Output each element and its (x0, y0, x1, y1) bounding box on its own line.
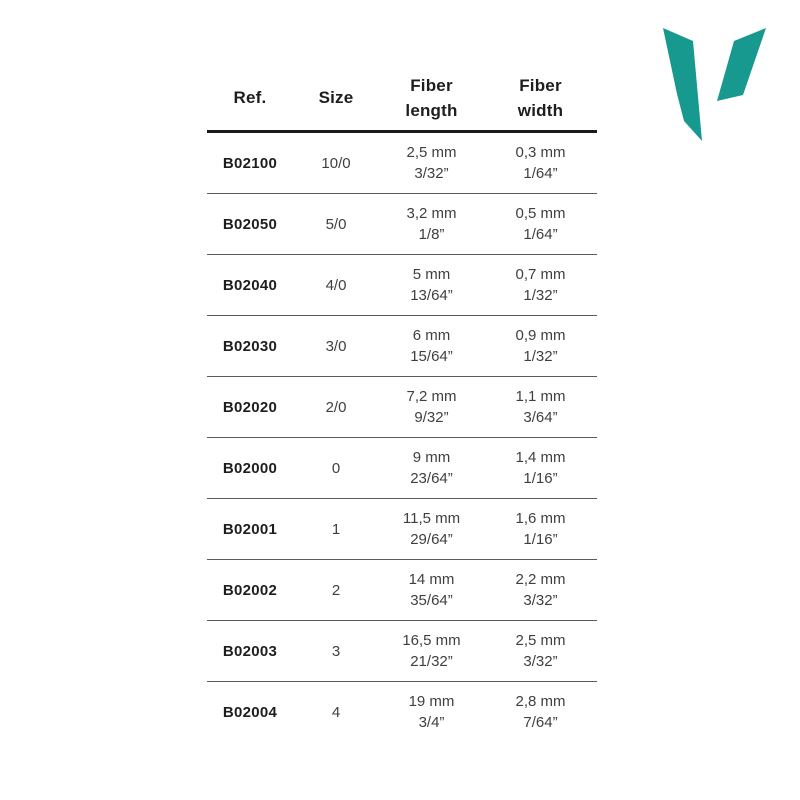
fiber-length-cell (379, 132, 484, 194)
size-cell: 1 (293, 499, 379, 560)
table-row (207, 194, 597, 255)
ref-cell: B02002 (207, 560, 293, 621)
fiber-width-cell (484, 132, 597, 194)
width-inch: 7/64” (523, 714, 558, 731)
header-line: Fiber (519, 75, 562, 95)
length-mm: 11,5 mm (402, 510, 461, 527)
fiber-length-cell (379, 438, 484, 499)
fiber-width-cell (484, 499, 597, 560)
fiber-width-cell (484, 255, 597, 316)
width-mm: 1,1 mm (515, 388, 566, 405)
ref-cell: B02100 (207, 132, 293, 194)
width-inch: 3/64” (523, 409, 558, 426)
size-cell: 0 (293, 438, 379, 499)
length-inch: 21/32” (410, 653, 453, 670)
length-inch: 15/64” (410, 348, 453, 365)
size-cell: 10/0 (293, 132, 379, 194)
col-header-fiber-length (379, 65, 484, 132)
length-mm: 14 mm (408, 571, 455, 588)
ref-cell: B02001 (207, 499, 293, 560)
header-line: width (517, 100, 564, 120)
col-header-size: Size (293, 65, 379, 132)
length-inch: 9/32” (414, 409, 449, 426)
v-logo-right-stroke (717, 28, 766, 101)
fiber-length-cell (379, 560, 484, 621)
length-inch: 29/64” (410, 531, 453, 548)
width-mm: 0,7 mm (515, 266, 566, 283)
width-inch: 1/32” (523, 287, 558, 304)
size-cell: 3 (293, 621, 379, 682)
table-header-row (207, 65, 597, 132)
table-row (207, 682, 597, 743)
length-inch: 3/32” (414, 165, 449, 182)
table-row (207, 499, 597, 560)
length-mm: 5 mm (412, 266, 451, 283)
table-row (207, 438, 597, 499)
fiber-length-cell (379, 316, 484, 377)
ref-cell: B02000 (207, 438, 293, 499)
size-cell: 4 (331, 703, 341, 721)
fiber-width-cell (484, 438, 597, 499)
width-mm: 2,5 mm (515, 632, 566, 649)
table-row (207, 560, 597, 621)
table-row (207, 377, 597, 438)
width-inch: 3/32” (523, 592, 558, 609)
fiber-spec-table (207, 65, 597, 742)
col-header-fiber-width (484, 65, 597, 132)
width-inch: 1/16” (523, 531, 558, 548)
width-mm: 2,2 mm (515, 571, 566, 588)
ref-cell: B02004 (222, 703, 278, 721)
length-inch: 3/4” (418, 714, 445, 731)
v-logo-left-stroke (663, 28, 702, 141)
brand-logo (658, 24, 770, 144)
fiber-width-cell (484, 621, 597, 682)
table-row (207, 132, 597, 194)
fiber-length-cell (379, 499, 484, 560)
table-row (207, 621, 597, 682)
width-inch: 1/16” (523, 470, 558, 487)
fiber-width-cell (484, 377, 597, 438)
fiber-length-cell (379, 682, 484, 743)
length-inch: 13/64” (410, 287, 453, 304)
length-inch: 23/64” (410, 470, 453, 487)
table-row (207, 255, 597, 316)
size-cell: 4/0 (293, 255, 379, 316)
ref-cell: B02030 (207, 316, 293, 377)
length-mm: 9 mm (412, 449, 451, 466)
table-row (207, 316, 597, 377)
width-mm: 1,6 mm (515, 510, 566, 527)
length-inch: 1/8” (418, 226, 445, 243)
width-inch: 3/32” (523, 653, 558, 670)
fiber-length-cell (379, 621, 484, 682)
size-cell: 3/0 (293, 316, 379, 377)
size-cell: 5/0 (293, 194, 379, 255)
fiber-width-cell (484, 560, 597, 621)
col-header-ref: Ref. (207, 65, 293, 132)
width-mm: 2,8 mm (515, 693, 566, 710)
length-mm: 6 mm (412, 327, 451, 344)
fiber-width-cell (484, 682, 597, 743)
length-inch: 35/64” (410, 592, 453, 609)
width-mm: 0,9 mm (515, 327, 566, 344)
width-inch: 1/64” (523, 226, 558, 243)
fiber-length-cell (379, 194, 484, 255)
header-line: Fiber (410, 75, 453, 95)
ref-cell: B02050 (207, 194, 293, 255)
ref-cell: B02003 (207, 621, 293, 682)
width-inch: 1/64” (523, 165, 558, 182)
fiber-length-cell (379, 377, 484, 438)
ref-cell: B02040 (207, 255, 293, 316)
fiber-width-cell (484, 316, 597, 377)
length-mm: 16,5 mm (402, 632, 461, 649)
size-cell: 2/0 (293, 377, 379, 438)
length-mm: 7,2 mm (406, 388, 457, 405)
fiber-width-cell (484, 194, 597, 255)
size-cell: 2 (293, 560, 379, 621)
width-mm: 0,3 mm (515, 144, 566, 161)
length-mm: 3,2 mm (406, 205, 457, 222)
header-line: length (405, 100, 458, 120)
width-inch: 1/32” (523, 348, 558, 365)
length-mm: 2,5 mm (406, 144, 457, 161)
length-mm: 19 mm (408, 693, 455, 710)
ref-cell: B02020 (207, 377, 293, 438)
width-mm: 1,4 mm (515, 449, 566, 466)
width-mm: 0,5 mm (515, 205, 566, 222)
v-logo-icon (658, 24, 770, 144)
fiber-length-cell (379, 255, 484, 316)
